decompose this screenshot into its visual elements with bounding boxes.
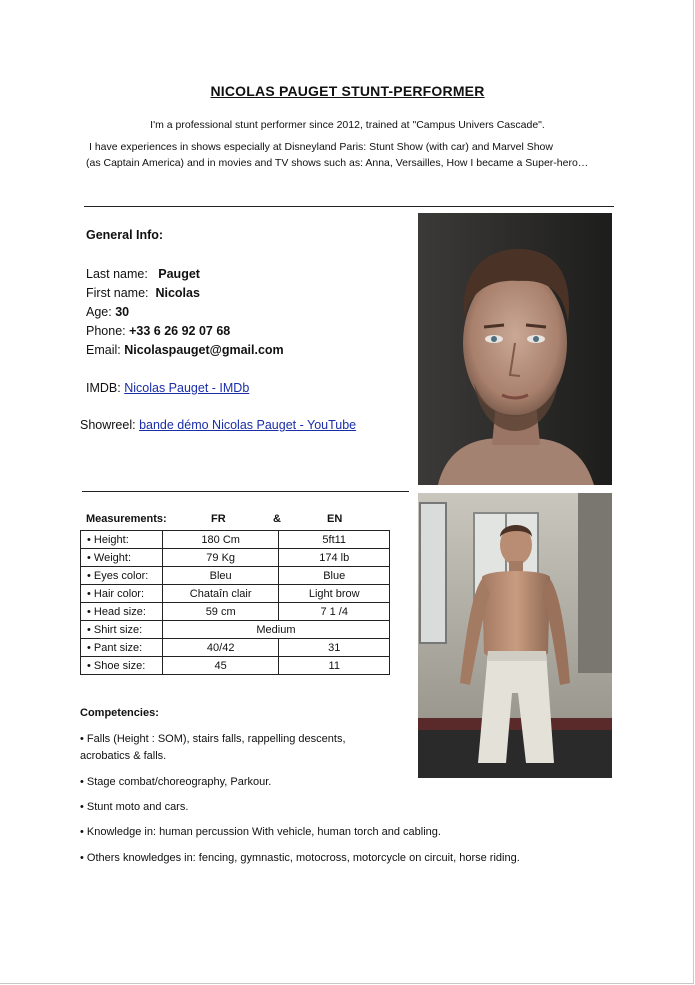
showreel-label: Showreel: [80,418,136,432]
row-label: • Pant size: [81,639,163,657]
last-name-value: Pauget [158,267,200,281]
last-name-label: Last name: [86,267,148,281]
imdb-row [86,381,249,395]
competency-text: • Stunt moto and cars. [80,801,189,813]
first-name-value: Nicolas [155,286,200,300]
measurements-col-en: EN [327,513,343,525]
table-row [81,531,390,549]
age-row [86,305,129,319]
row-fr: 79 Kg [162,549,279,567]
intro-line-2: I have experiences in shows especially at Disneyland Paris: Stunt Show (with car) and Marvel Show [89,141,553,153]
last-name-row [86,267,200,281]
first-name-row [86,286,200,300]
row-label: • Hair color: [81,585,163,603]
phone-value: +33 6 26 92 07 68 [129,324,231,338]
row-en: 11 [279,657,390,675]
row-label: • Head size: [81,603,163,621]
headshot-photo [418,213,612,485]
table-row [81,657,390,675]
competency-text: • Knowledge in: human percussion With vehicle, human torch and cabling. [80,826,441,838]
row-fr: 59 cm [162,603,279,621]
table-row [81,567,390,585]
row-fr: Chataîn clair [162,585,279,603]
showreel-row [80,418,356,432]
measurements-table [80,530,390,675]
row-fr: 40/42 [162,639,279,657]
phone-row [86,324,230,338]
full-body-image [418,493,612,778]
row-en: 31 [279,639,390,657]
competency-item [80,824,441,841]
row-en: 174 lb [279,549,390,567]
table-row [81,549,390,567]
row-en: 7 1 /4 [279,603,390,621]
row-label: • Shirt size: [81,621,163,639]
measurements-heading: Measurements: [86,513,167,525]
row-fr: Bleu [162,567,279,585]
row-en: 5ft11 [279,531,390,549]
row-label: • Weight: [81,549,163,567]
imdb-link[interactable]: Nicolas Pauget - IMDb [124,381,250,395]
competency-text-cont: acrobatics & falls. [80,750,167,762]
row-en: Blue [279,567,390,585]
first-name-label: First name: [86,286,149,300]
intro-line-1: I'm a professional stunt performer since 2012, trained at "Campus Univers Cascade". [150,119,545,131]
competency-text: • Others knowledges in: fencing, gymnastic, motocross, motorcycle on circuit, horse riding. [80,852,520,864]
intro-line-3: (as Captain America) and in movies and TV shows such as: Anna, Versailles, How I became a Super-hero… [86,157,589,169]
row-en: Light brow [279,585,390,603]
table-row [81,621,390,639]
age-value: 30 [115,305,130,319]
page-title: NICOLAS PAUGET STUNT-PERFORMER [210,83,485,99]
imdb-label: IMDB: [86,381,121,395]
top-divider [84,206,614,207]
email-value: Nicolaspauget@gmail.com [124,343,284,357]
row-fr: 45 [162,657,279,675]
intro-paragraph [86,139,589,171]
showreel-link[interactable]: bande démo Nicolas Pauget - YouTube [139,418,357,432]
measurements-col-fr: FR [211,513,226,525]
row-label: • Height: [81,531,163,549]
competency-item [80,731,346,765]
general-info-heading: General Info: [86,228,164,242]
row-label: • Eyes color: [81,567,163,585]
phone-label: Phone: [86,324,126,338]
row-merged: Medium [162,621,389,639]
headshot-image [418,213,612,485]
full-body-photo [418,493,612,778]
competency-text: • Stage combat/choreography, Parkour. [80,776,272,788]
competency-item [80,850,520,867]
email-row [86,343,284,357]
age-label: Age: [86,305,112,319]
table-row [81,603,390,621]
competency-item [80,799,188,816]
competency-text: • Falls (Height : SOM), stairs falls, rappelling descents, [80,733,346,745]
row-label: • Shoe size: [81,657,163,675]
competency-item [80,774,271,791]
measurements-divider [82,491,409,492]
table-row [81,639,390,657]
email-label: Email: [86,343,121,357]
competencies-heading: Competencies: [80,707,159,719]
row-fr: 180 Cm [162,531,279,549]
measurements-col-amp: & [273,513,281,525]
table-row [81,585,390,603]
